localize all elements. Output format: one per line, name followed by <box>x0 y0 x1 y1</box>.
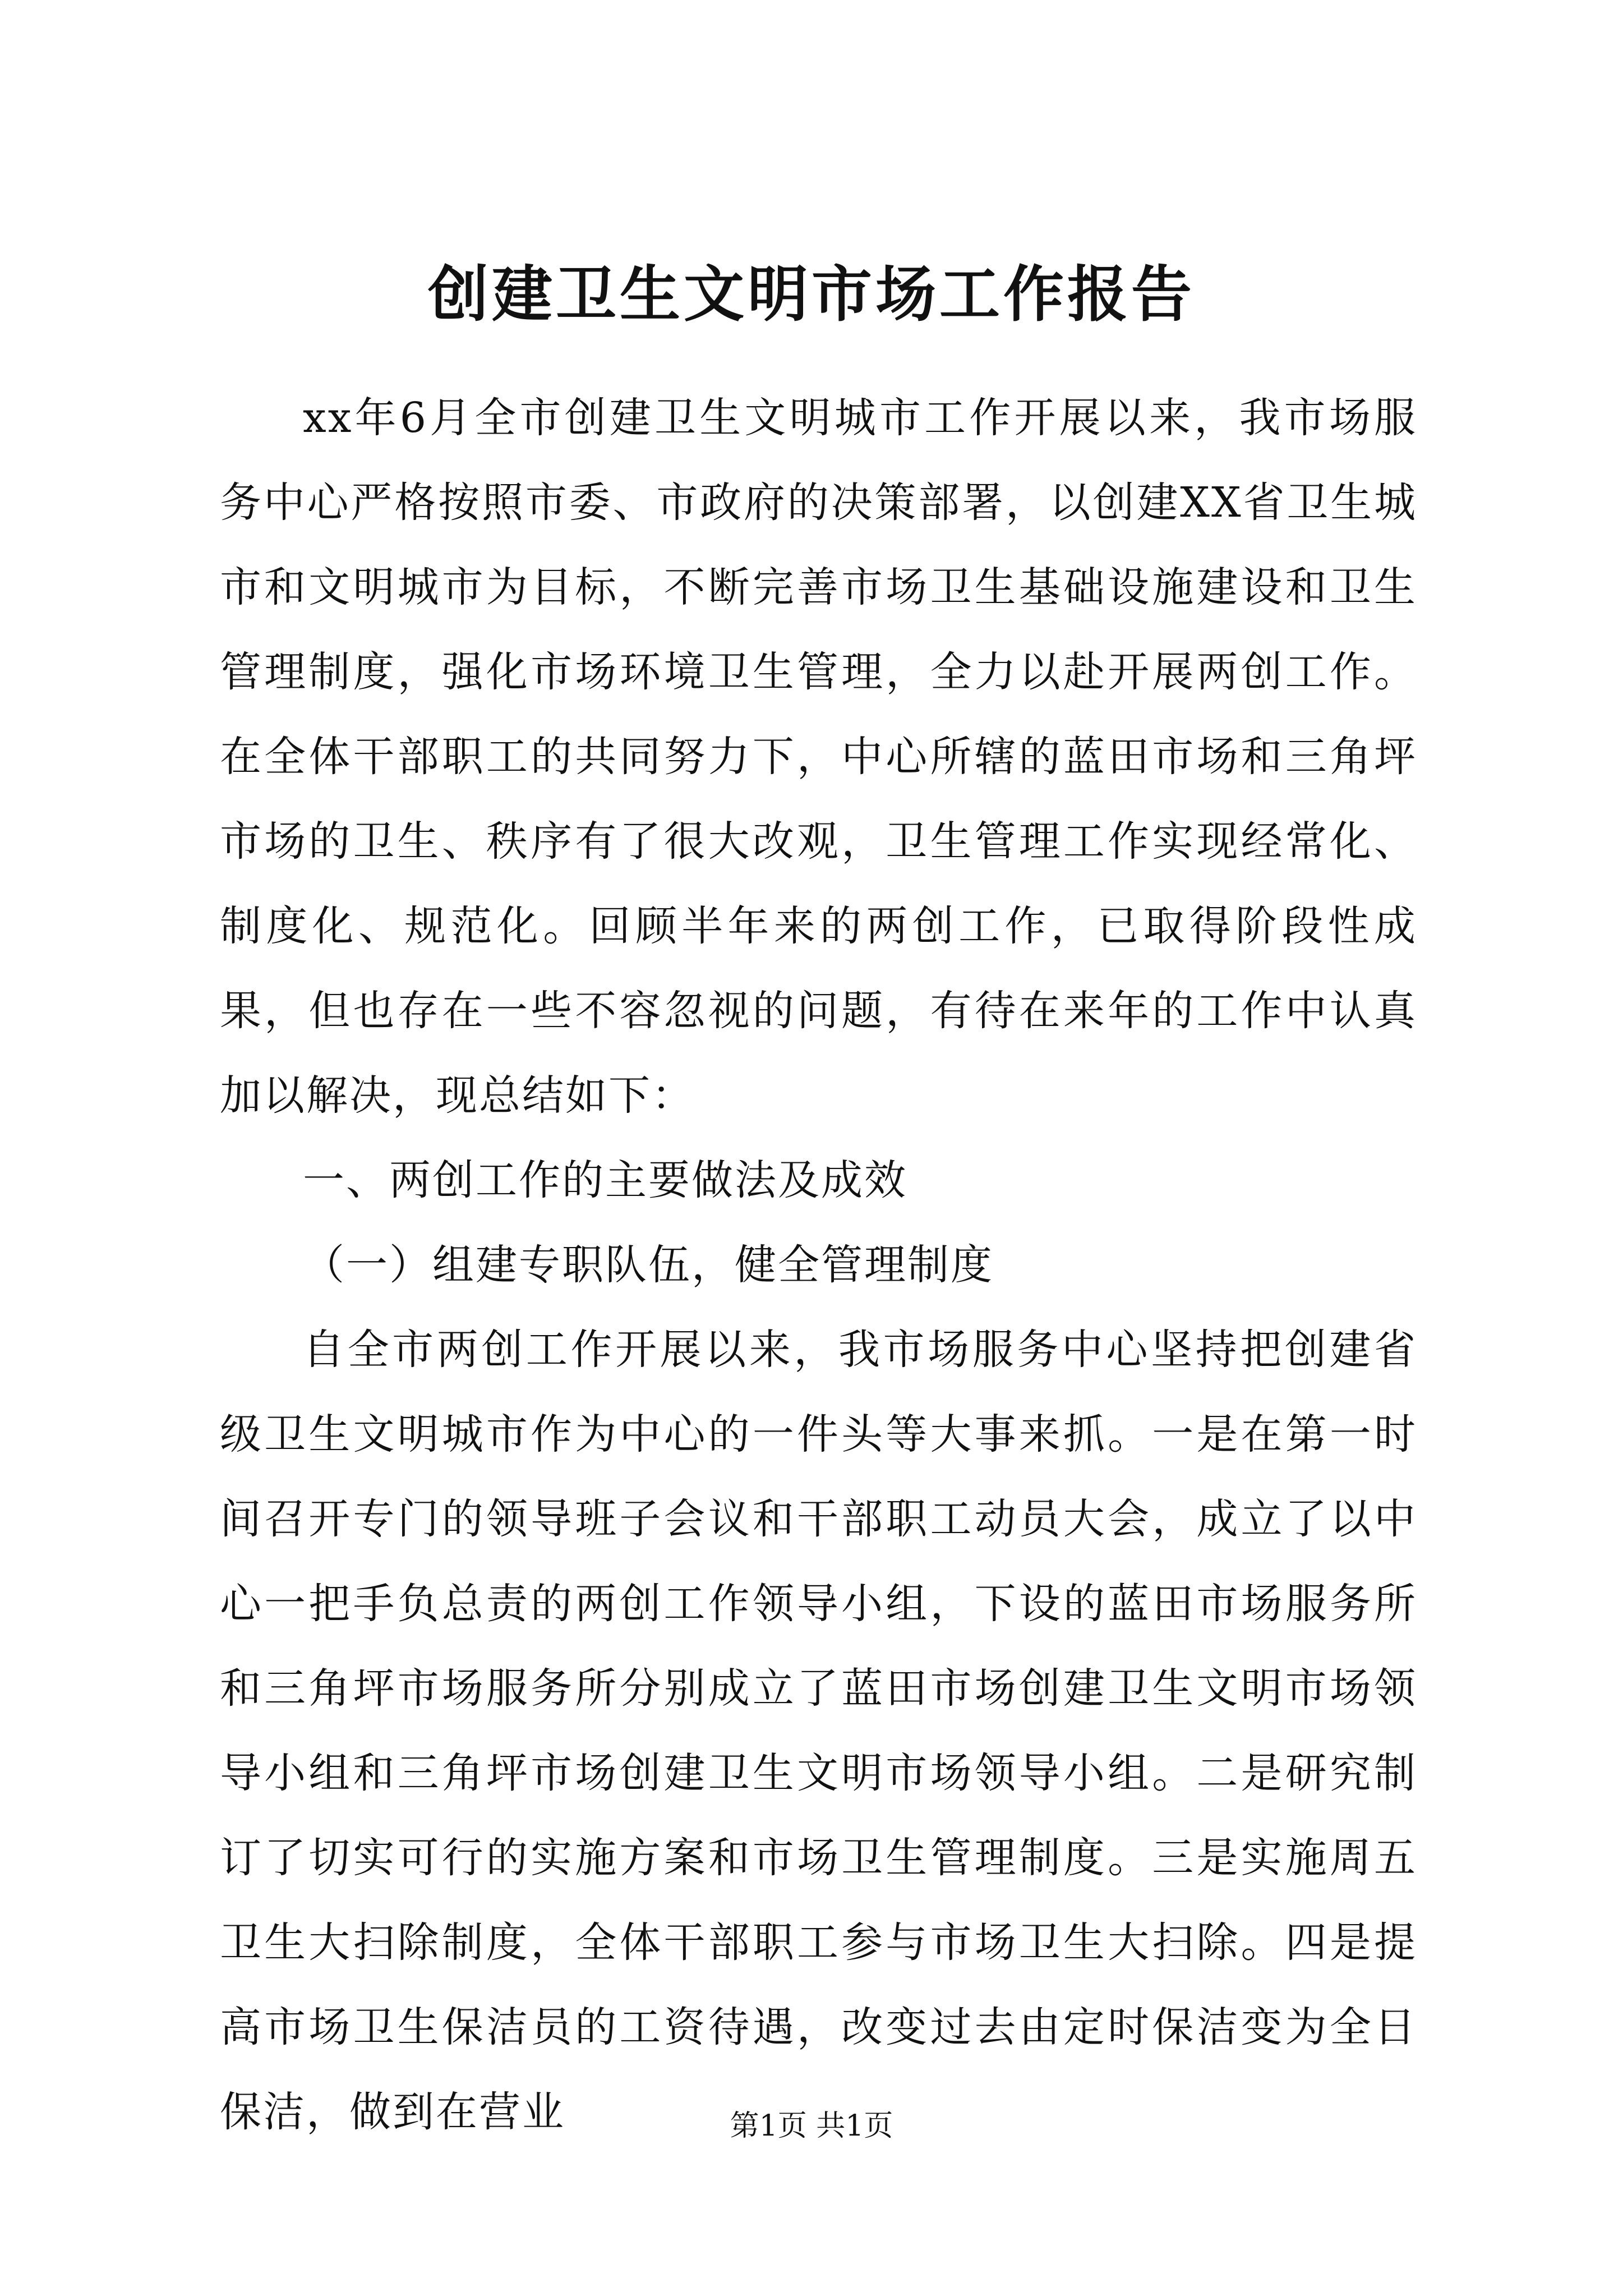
subsection-heading: （一）组建专职队伍，健全管理制度 <box>303 1241 994 1289</box>
document-body <box>220 376 1417 2155</box>
section-heading: 一、两创工作的主要做法及成效 <box>303 1156 907 1204</box>
body-paragraph: 自全市两创工作开展以来，我市场服务中心坚持把创建省级卫生文明城市作为中心的一件头等大事来抓。一是在第一时间召开专门的领导班子会议和干部职工动员大会，成立了以中心一把手负总责的两创工作领导小组，下设的蓝田市场服务所和三角坪市场服务所分别成立了蓝田市场创建卫生文明市场领导小组和三角坪市场创建卫生文明市场领导小组。二是研究制订了切实可行的实施方案和市场卫生管理制度。三是实施周五卫生大扫除制度，全体干部职工参与市场卫生大扫除。四是提高市场卫生保洁员的工资待遇，改变过去由定时保洁变为全日保洁，做到在营业 <box>220 1326 1417 2136</box>
page-footer: 第1页 共1页 <box>730 2109 893 2143</box>
document-title: 创建卫生文明市场工作报告 <box>427 259 1195 330</box>
intro-paragraph: xx年6月全市创建卫生文明城市工作开展以来，我市场服务中心严格按照市委、市政府的决策部署，以创建XX省卫生城市和文明城市为目标，不断完善市场卫生基础设施建设和卫生管理制度，强化市场环境卫生管理，全力以赴开展两创工作。在全体干部职工的共同努力下，中心所辖的蓝田市场和三角坪市场的卫生、秩序有了很大改观，卫生管理工作实现经常化、制度化、规范化。回顾半年来的两创工作，已取得阶段性成果，但也存在一些不容忽视的问题，有待在来年的工作中认真加以解决，现总结如下： <box>220 394 1417 1120</box>
